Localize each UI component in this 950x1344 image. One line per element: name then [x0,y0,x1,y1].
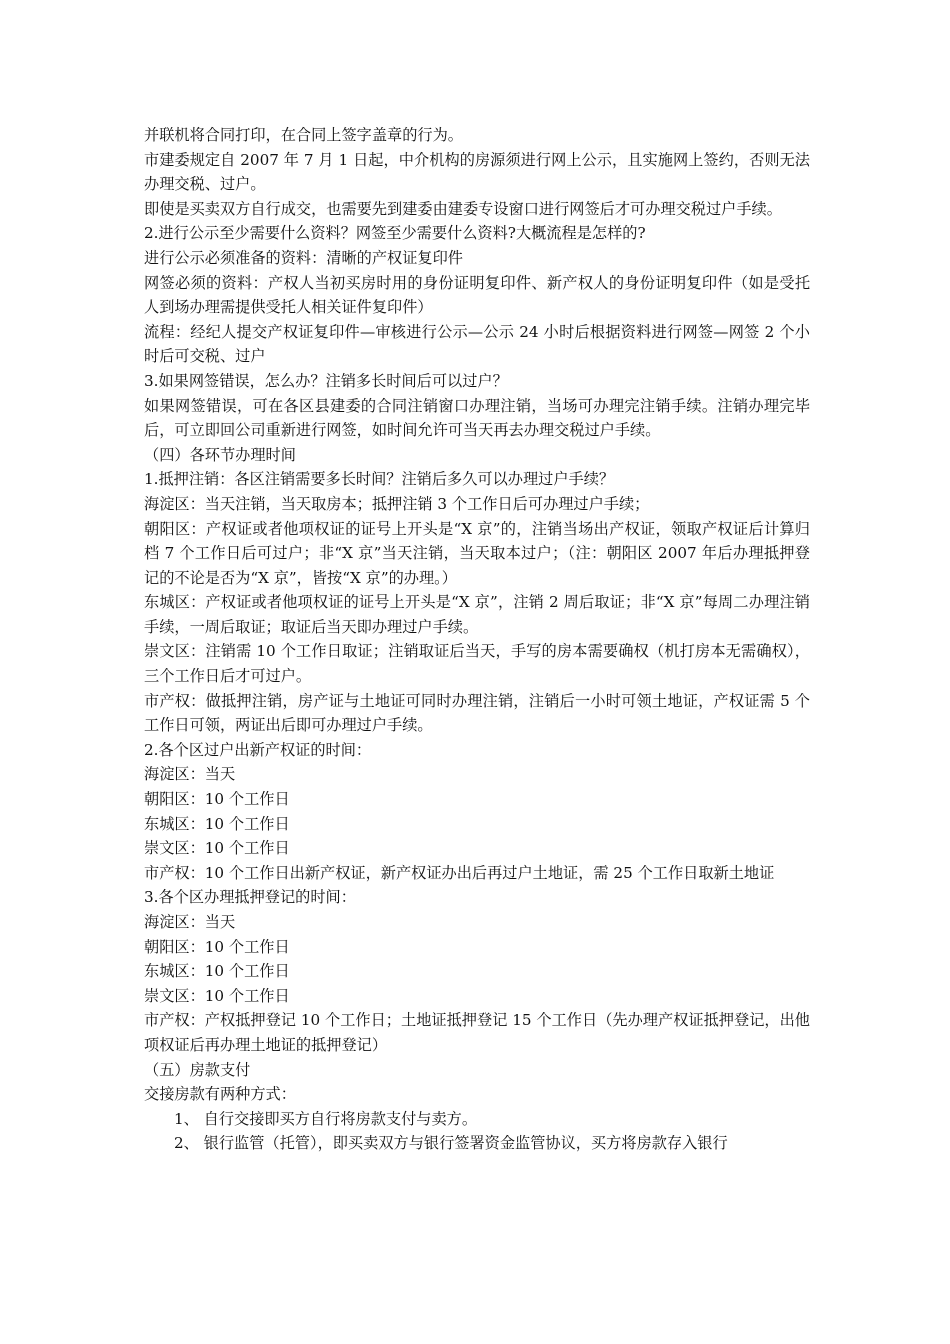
document-page [144,123,810,1156]
list-item-chongwen-registration: 崇文区：10 个工作日 [144,986,290,1005]
paragraph-city-commission-rule: 市建委规定自 2007 年 7 月 1 日起，中介机构的房源须进行网上公示，且实施网上签约，否则无法办理交税、过户。 [144,150,810,194]
paragraph-online-signing-definition-end: 并联机将合同打印，在合同上签字盖章的行为。 [144,126,463,144]
question-new-certificate-time: 2.各个区过户出新产权证的时间： [144,740,372,759]
list-item-haidian-registration: 海淀区：当天 [144,913,236,931]
question-mortgage-cancellation: 1.抵押注销：各区注销需要多长时间？注销后多久可以办理过户手续？ [144,470,615,489]
paragraph-haidian-cancellation: 海淀区：当天注销，当天取房本；抵押注销 3 个工作日后可办理过户手续； [144,494,650,513]
list-item-city-property-registration: 市产权：产权抵押登记 10 个工作日；土地证抵押登记 15 个工作日（先办理产权证抵押登记，出他项权证后再办理土地证的抵押登记） [144,1011,810,1054]
list-item-city-property-certificate: 市产权：10 个工作日出新产权证，新产权证办出后再过户土地证，需 25 个工作日取新土地证 [144,863,775,882]
paragraph-signing-error-answer: 如果网签错误，可在各区县建委的合同注销窗口办理注销，当场可办理完注销手续。注销办理完毕后，可立即回公司重新进行网签，如时间允许可当天再去办理交税过户手续。 [144,396,810,440]
paragraph-process-flow: 流程：经纪人提交产权证复印件—审核进行公示—公示 24 小时后根据资料进行网签—网签 2 个小时后可交税、过户 [144,322,810,366]
paragraph-payment-intro: 交接房款有两种方式： [144,1085,296,1104]
paragraph-signing-materials: 网签必须的资料：产权人当初买房时用的身份证明复印件、新产权人的身份证明复印件（如是受托人到场办理需提供受托人相关证件复印件） [144,273,810,317]
paragraph-chaoyang-cancellation: 朝阳区：产权证或者他项权证的证号上开头是“X 京”的，注销当场出产权证，领取产权证后计算归档 7 个工作日后可过户；非“X 京”当天注销，当天取本过户；（注：朝阳区 2007 年后办理抵押登记的不论是否为“X 京”，皆按“X 京”的办理。） [144,519,810,587]
paragraph-self-transaction-note: 即使是买卖双方自行成交，也需要先到建委由建委专设窗口进行网签后才可办理交税过户手续。 [144,199,782,218]
list-item-chaoyang-registration: 朝阳区：10 个工作日 [144,937,290,956]
list-item-chaoyang-certificate: 朝阳区：10 个工作日 [144,790,290,809]
question-signing-error: 3.如果网签错误，怎么办？注销多长时间后可以过户？ [144,371,508,390]
paragraph-dongcheng-cancellation: 东城区：产权证或者他项权证的证号上开头是“X 京”，注销 2 周后取证；非“X 京”每周二办理注销手续，一周后取证；取证后当天即办理过户手续。 [144,593,810,636]
section-heading-payment: （五）房款支付 [144,1060,251,1079]
paragraph-chongwen-cancellation: 崇文区：注销需 10 个工作日取证；注销取证后当天，手写的房本需要确权（机打房本无需确权），三个工作日后才可过户。 [144,642,810,686]
paragraph-publicity-materials: 进行公示必须准备的资料：清晰的产权证复印件 [144,248,463,267]
list-item-payment-bank: 2、 银行监管（托管），即买卖双方与银行签署资金监管协议，买方将房款存入银行 [174,1134,728,1153]
paragraph-city-property-cancellation: 市产权：做抵押注销，房产证与土地证可同时办理注销，注销后一小时可领土地证，产权证需 5 个工作日可领，两证出后即可办理过户手续。 [144,691,810,735]
list-item-payment-self: 1、 自行交接即买方自行将房款支付与卖方。 [174,1109,478,1128]
section-heading-processing-times: （四）各环节办理时间 [144,445,296,464]
list-item-chongwen-certificate: 崇文区：10 个工作日 [144,839,290,858]
question-publicity-materials: 2.进行公示至少需要什么资料？网签至少需要什么资料?大概流程是怎样的? [144,224,646,243]
list-item-dongcheng-certificate: 东城区：10 个工作日 [144,814,290,833]
list-item-dongcheng-registration: 东城区：10 个工作日 [144,962,290,981]
question-mortgage-registration-time: 3.各个区办理抵押登记的时间： [144,888,356,907]
list-item-haidian-certificate: 海淀区：当天 [144,765,236,784]
